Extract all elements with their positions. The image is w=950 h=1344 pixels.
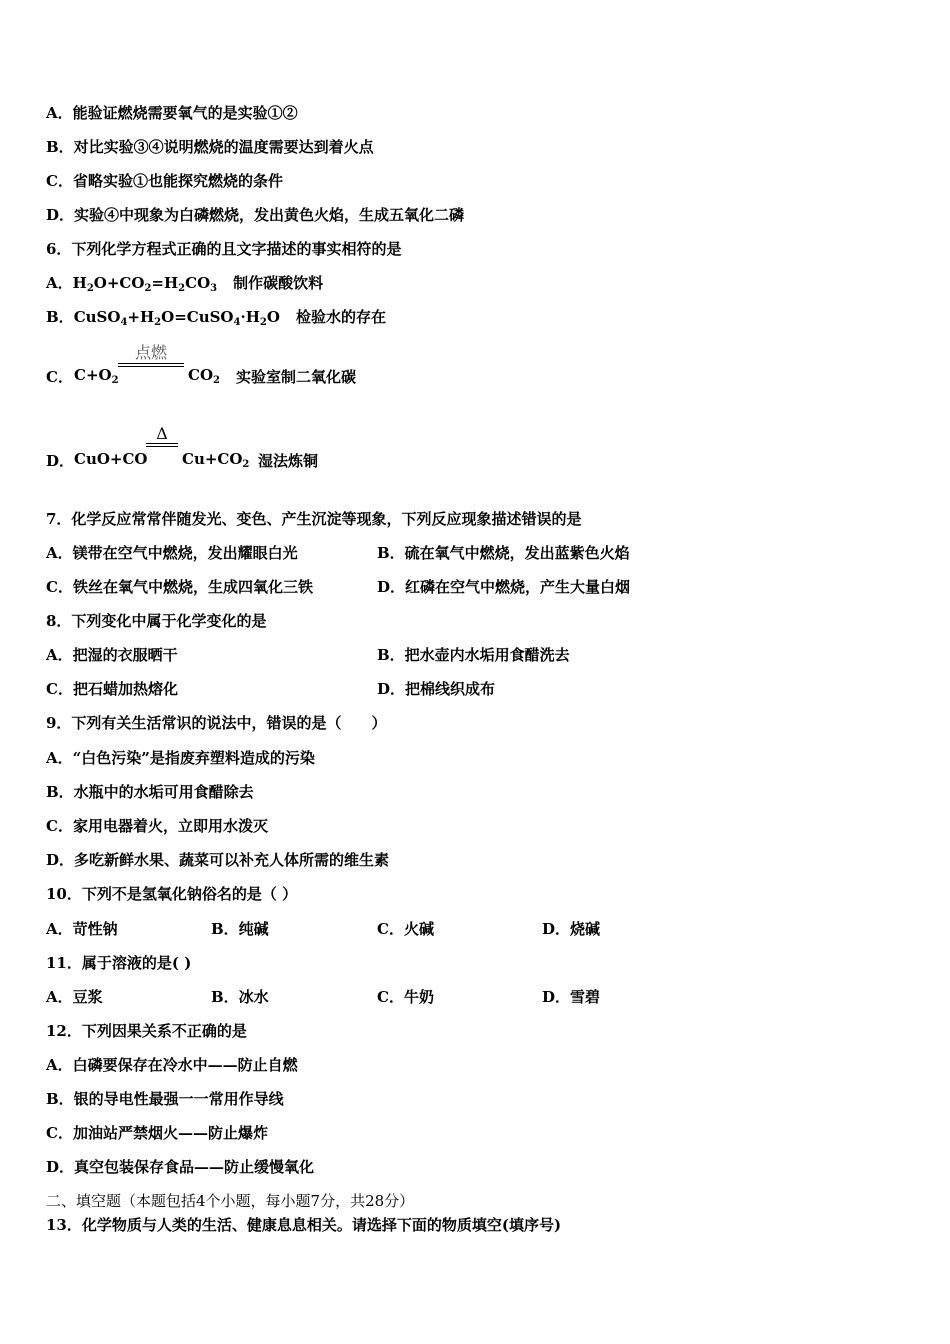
q5-option-c: C．省略实验①也能探究燃烧的条件 [46,172,283,190]
q10-option-c: C．火碱 [377,920,434,938]
q6-c-condition: 点燃 [134,343,167,362]
q7-option-c: C．铁丝在氧气中燃烧，生成四氧化三铁 [46,578,313,596]
q8-option-a: A．把湿的衣服晒干 [46,646,178,664]
q8-option-b: B．把水壶内水垢用食醋洗去 [377,646,570,664]
q11-option-a: A．豆浆 [46,988,103,1006]
q6-d-reaction-arrow [146,422,178,456]
q9-option-a: A．“白色污染”是指废弃塑料造成的污染 [46,749,315,767]
q6-b-label: B． [46,308,74,326]
q11-option-c: C．牛奶 [377,988,434,1006]
q11-option-d: D．雪碧 [542,988,601,1006]
q6-d-description: 湿法炼铜 [258,452,319,470]
q6-b-equation: $CuSO_4+H_2O=CuSO_4\cdot H_2O$ [73,308,280,328]
q6-c-description: 实验室制二氧化碳 [236,368,357,386]
q6-c-products: $CO_2$ [188,366,220,386]
q6-a-label: A． [46,274,73,292]
q7-stem: 7．化学反应常常伴随发光、变色、产生沉淀等现象，下列反应现象描述错误的是 [46,510,582,528]
q6-c-equals-bars [118,363,184,367]
q6-option-a [46,273,323,299]
q12-stem: 12．下列因果关系不正确的是 [46,1022,247,1040]
q10-option-a: A．苛性钠 [46,920,118,938]
q6-c-reactants: $C+O_2$ [74,366,119,386]
q5-option-a: A．能验证燃烧需要氧气的是实验①② [46,104,298,122]
q9-stem: 9．下列有关生活常识的说法中，错误的是（ ） [46,714,387,732]
q6-a-description: 制作碳酸饮料 [233,274,324,292]
q11-stem: 11．属于溶液的是( ) [46,954,192,972]
q8-stem: 8．下列变化中属于化学变化的是 [46,612,267,630]
q13-stem: 13．化学物质与人类的生活、健康息息相关。请选择下面的物质填空(填序号) [46,1216,562,1234]
q9-option-d: D．多吃新鲜水果、蔬菜可以补充人体所需的维生素 [46,851,390,869]
q12-option-d: D．真空包装保存食品——防止缓慢氧化 [46,1158,315,1176]
q6-option-b [46,307,386,333]
q10-option-b: B．纯碱 [211,920,269,938]
q8-option-c: C．把石蜡加热熔化 [46,680,178,698]
q6-d-products: $Cu+CO_2$ [182,450,250,470]
q10-stem: 10．下列不是氢氧化钠俗名的是（ ） [46,885,298,903]
q6-stem: 6．下列化学方程式正确的且文字描述的事实相符的是 [46,240,402,258]
q7-option-b: B．硫在氧气中燃烧，发出蓝紫色火焰 [377,544,630,562]
q6-d-reactants: CuO+CO [74,450,148,468]
section-heading: 二、填空题（本题包括4个小题，每小题7分，共28分） [46,1192,415,1210]
q7-option-a: A．镁带在空气中燃烧，发出耀眼白光 [46,544,298,562]
q6-b-description: 检验水的存在 [295,308,386,326]
q6-a-equation: $H_2O+CO_2=H_2CO_3$ [72,274,218,294]
q12-option-c: C．加油站严禁烟火——防止爆炸 [46,1124,268,1142]
q6-c-reaction-arrow [118,338,184,372]
q7-option-d: D．红磷在空气中燃烧，产生大量白烟 [377,578,631,596]
q10-option-d: D．烧碱 [542,920,601,938]
q6-d-condition: Δ [156,424,168,443]
q5-option-b: B．对比实验③④说明燃烧的温度需要达到着火点 [46,138,374,156]
q6-c-label: C． [46,368,73,386]
q12-option-b: B．银的导电性最强一一常用作导线 [46,1090,284,1108]
q6-d-equals-bars [146,443,178,447]
q5-option-d: D．实验④中现象为白磷燃烧，发出黄色火焰，生成五氧化二磷 [46,206,465,224]
q9-option-b: B．水瓶中的水垢可用食醋除去 [46,783,254,801]
q6-d-label: D． [46,452,75,470]
q12-option-a: A．白磷要保存在冷水中——防止自燃 [46,1056,298,1074]
q8-option-d: D．把棉线织成布 [377,680,496,698]
q11-option-b: B．冰水 [211,988,269,1006]
q9-option-c: C．家用电器着火，立即用水泼灭 [46,817,268,835]
